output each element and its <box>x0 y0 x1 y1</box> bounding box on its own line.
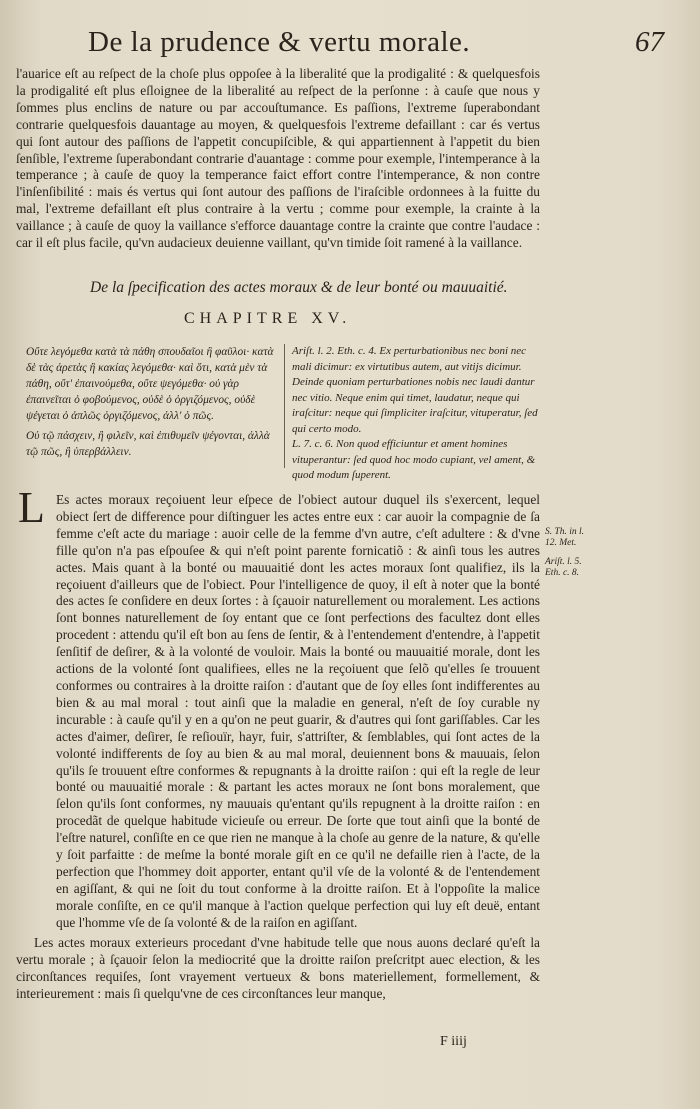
chapter-heading: CHAPITRE XV. <box>184 310 352 327</box>
main-paragraph-block <box>16 492 540 932</box>
margin-note: Ariſt. l. 5. Eth. c. 8. <box>545 557 582 578</box>
main-paragraph: Es actes moraux reçoiuent leur eſpece de l'obiect autour duquel ils s'exercent, lequel obiect ſert de difference pour diſtinguer les actes entre eux : car auoir la compagnie de ſa femme c'eſt acte du mariage : auoir celle de la femme d'vn autre, c'eſt adultere : & d'vne fille qu'on n'a pas eſpouſee & qui n'eſt point parente fornicatiõ : & ainſi tous les autres actes. Mais quant à la bonté ou mauuaitié dont les actes moraux ſont qualifiez, ils la reçoiuent d'ailleurs que de l'obiect. Pour l'intelligence de quoy, il eſt à noter que la bonté des actes ſe conſidere en deux ſortes : à ſçauoir naturellement ou moralement. Les actions ſont bonnes naturellement de ſoy entant que ce ſont perfections des facultez dont elles procedent : attendu qu'il eſt bon au ſens de ſentir, & à l'entendement d'entendre, à l'appetit ſenſitif de deſirer, & à la volonté de vouloir. Mais la bonté ou mauuaitié morale, dont les actions de la volonté ſont qualifiees, elles ne la reçoiuent que ſelõ qu'elles ſe trouuent conformes ou contraires à la droitte raiſon : d'autant que de ſoy elles ſont indifferentes au bien & au mal moral : tout ainſi que la maladie en general, n'eſt de ſoy curable ny incurable : à cauſe qu'il y en a qu'on ne peut guarir, & d'autres qui ſont gariſſables. Car les actes d'aimer, deſirer, ſe reſiouïr, hayr, fuir, s'attriſter, & ſemblables, qui ſont actes de la volonté indifferents de ſoy au bien & au mal moral, deuiennent bons & mauuais, ſelon qu'ils ſe trouuent eſtre conformes & repugnants à la droitte raiſon : qui eſt la regle de leur bonté ou mauuaitié morale : & partant les actes moraux ne ſont bons moralement, que ſelon qu'ils ſont conformes, ny mauuais qu'entant qu'ils repugnent à la droitte raiſon : en procedãt de quelque habitude vicieuſe ou erreur. De ſorte que tout ainſi que la bonté de l'eſtre naturel, conſiſte en ce que rien ne manque à la choſe au genre de la nature, & qu'elle y ſoit parfaitte : de meſme la bonté morale giſt en ce qu'il ne defaille rien à l'acte, de la perfection que l'hommey doit apporter, entant qu'il vſe de la volonté & de l'entendement en agiſſant, & qui ne ſoit du tout conforme à la droitte raiſon. Et à l'oppoſite la malice morale conſiſte, en ce qu'il manque à l'action quelque perfection qui luy eſt deuë, entant que l'homme vſe de ſa volonté & de la raiſon en agiſſant. <box>56 492 540 930</box>
section-title: De la ſpecification des actes moraux & de leur bonté ou mauuaitié. <box>90 279 508 296</box>
latin-quotation <box>292 344 542 484</box>
latin-quote-2: L. 7. c. 6. Non quod efficiuntur et ament homines vituperantur: ſed quod hoc modo cupiant, vel ament, & quod modum ſuperent. <box>292 438 536 481</box>
greek-quote-1: Οὔτε λεγόμεθα κατὰ τὰ πάθη σπουδαῖοι ἢ φαῦλοι· κατὰ δὲ τὰς ἀρετὰς ἢ κακίας λεγόμεθα· καὶ ὅτι, κατὰ μὲν τὰ πάθη, οὔτ' ἐπαινούμεθα, οὔτε ψεγόμεθα· οὐ γὰρ ἐπαινεῖται ὁ φοβούμενος, οὐδὲ ὁ ὀργιζόμενος, οὐδὲ ψέγεται ὁ ἁπλῶς ὀργιζόμενος, ἀλλ' ὁ πῶς. <box>26 346 274 422</box>
column-divider <box>284 344 285 468</box>
margin-note: S. Th. in l. 12. Met. <box>545 527 585 548</box>
greek-quotation <box>26 344 276 464</box>
greek-quote-2: Οὐ τῷ πάσχειν, ἢ φιλεῖν, καὶ ἐπιθυμεῖν ψέγονται, ἀλλὰ τῷ πῶς, ἢ ὑπερβάλλειν. <box>26 430 270 458</box>
drop-cap: L <box>18 483 45 532</box>
running-title: De la prudence & vertu morale. <box>88 26 471 58</box>
latin-quote-1: Ariſt. l. 2. Eth. c. 4. Ex perturbationibus nec boni nec mali dicimur: ex virtutibus autem, aut vitijs dicimur. Deinde quoniam perturbationes nobis nec laudi dantur nec vitio. Neque enim qui timet, laudatur, neque qui iraſcitur: neque qui ſimpliciter iraſcitur, vituperatur, ſed qui certo modo. <box>292 345 538 435</box>
page-number: 67 <box>635 26 664 58</box>
intro-paragraph-block <box>16 66 540 252</box>
intro-paragraph: l'auarice eſt au reſpect de la choſe plus oppoſee à la liberalité que la prodigalité : & quelquesfois la prodigalité eſt plus eſloignee de la liberalité au reſpect de la perſonne : à cauſe que nous y ſommes plus enclins de nature ou par accouſtumance. Es paſſions, l'extreme ſuperabondant contrarie quelquesfois dauantage au moyen, & quelquesfois l'extreme defaillant : car és vertus qui ſont autour des paſſions de l'appetit concupiſcible, & qui appartiennent à l'appetit du bien ſenſible, l'extreme ſuperabondant contrarie d'auantage : comme pour exemple, l'intemperance à la temperance ; à cauſe de quoy la temperance faict effort contre l'intemperance, & non contre l'inſenſibilité : mais és vertus qui ſont autour des paſſions de l'iraſcible ordonnees à la fuitte du mal, l'extreme defaillant eſt plus contraire à la vertu ; comme pour exemple, la crainte à la vaillance ; à cauſe de quoy la vaillance s'efforce dauantage contre la crainte que contre l'audace : car il eſt plus facile, qu'vn audacieux deuienne vaillant, qu'vn timide ſoit ramené à la vaillance. <box>16 66 540 251</box>
running-head <box>88 26 664 66</box>
second-paragraph-block <box>16 935 540 1003</box>
signature-mark: F iiij <box>440 1034 467 1049</box>
second-paragraph: Les actes moraux exterieurs procedant d'vne habitude telle que nous auons declaré qu'eſt la vertu morale ; à ſçauoir ſelon la mediocrité que la droitte raiſon preſcritpt auec election, & les circonſtances requiſes, ſont vrayement vertueux & bons materiellement, formellement, & interieurement : mais ſi quelqu'vne de ces circonſtances leur manque, <box>16 935 540 1001</box>
